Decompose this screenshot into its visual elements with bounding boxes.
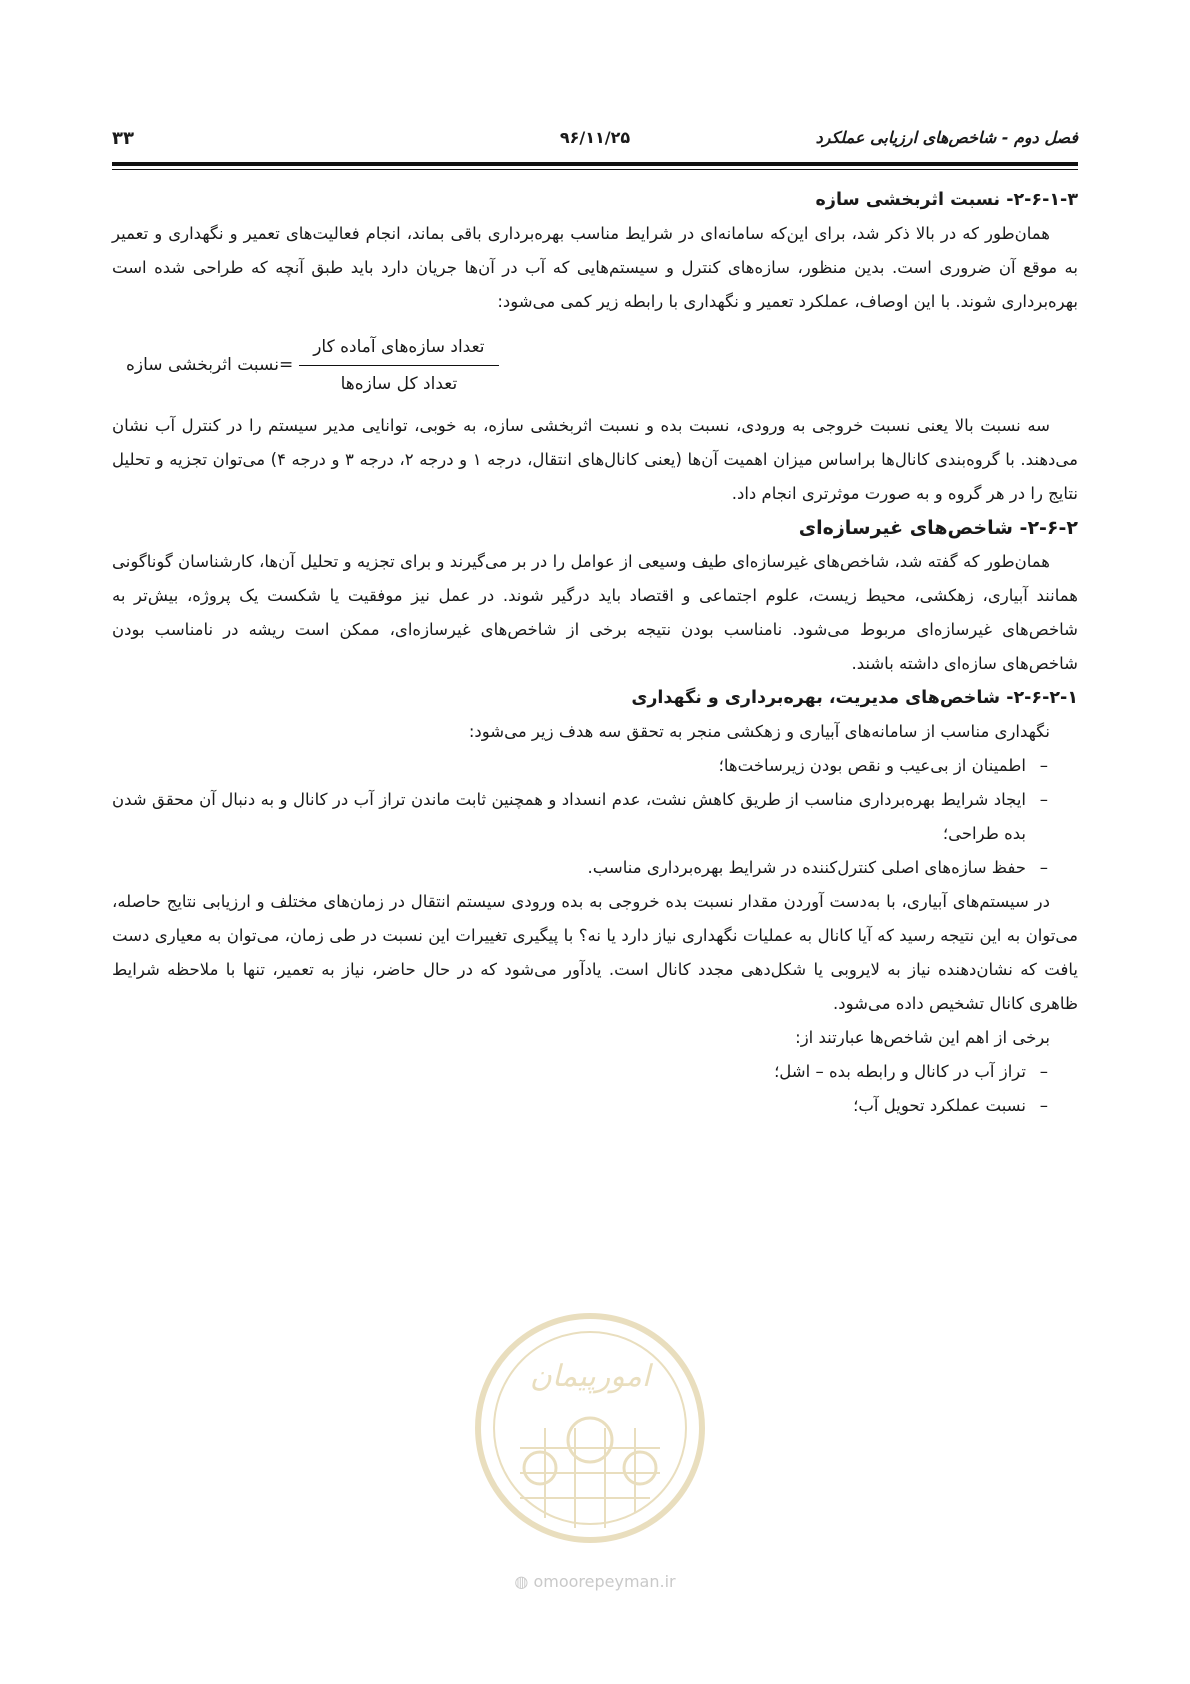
watermark-stamp-icon bbox=[470, 1308, 710, 1548]
header-rule-thin bbox=[112, 169, 1078, 170]
formula-fraction bbox=[299, 333, 498, 398]
section-heading-effectiveness: ۲-۶-۱-۳- نسبت اثربخشی سازه bbox=[815, 190, 1078, 210]
formula-denominator: تعداد کل سازه‌ها bbox=[340, 373, 458, 394]
page-body bbox=[112, 183, 1078, 1123]
section-heading-nonstructural: ۲-۶-۲- شاخص‌های غیرسازه‌ای bbox=[798, 517, 1078, 539]
page-header bbox=[112, 128, 1078, 154]
formula-lhs: نسبت اثربخشی سازه bbox=[126, 355, 279, 375]
list-item: – نسبت عملکرد تحویل آب؛ bbox=[112, 1089, 1048, 1123]
list-item: – اطمینان از بی‌عیب و نقص بودن زیرساخت‌ها؛ bbox=[112, 749, 1048, 783]
header-date: ۹۶/۱۱/۲۵ bbox=[559, 128, 631, 147]
paragraph: همان‌طور که گفته شد، شاخص‌های غیرسازه‌ای طیف وسیعی از عوامل را در بر می‌گیرند و برای تجزیه و تحلیل آن‌ها، کارشناسان گوناگونی همانند آبیاری، زهکشی، محیط زیست، علوم اجتماعی و اقتصاد باید درگیر شوند. در عمل نیز موفقیت یا شکست یک پروژه، بیش‌تر به شاخص‌های غیرسازه‌ای مربوط می‌شود. نامناسب بودن نتیجه برخی از شاخص‌های غیرسازه‌ای، ممکن است ریشه در نامناسب بودن شاخص‌های سازه‌ای داشته باشند. bbox=[112, 552, 1078, 673]
watermark-site: ◍ omoorepeyman.ir bbox=[514, 1572, 676, 1591]
paragraph: سه نسبت بالا یعنی نسبت خروجی به ورودی، نسبت بده و نسبت اثربخشی سازه، به خوبی، توانایی مدیر سیستم را در کنترل آب نشان می‌دهند. با گروه‌بندی کانال‌ها براساس میزان اهمیت آن‌ها (یعنی کانال‌های انتقال، درجه ۱ و درجه ۲، درجه ۳ و درجه ۴) می‌توان تجزیه و تحلیل نتایج را در هر گروه و به صورت موثرتری انجام داد. bbox=[112, 416, 1078, 503]
list-item: – حفظ سازه‌های اصلی کنترل‌کننده در شرایط بهره‌برداری مناسب. bbox=[112, 851, 1048, 885]
stamp-text: امورپیمان bbox=[529, 1359, 651, 1394]
effectiveness-formula bbox=[112, 329, 1078, 401]
section-heading-management: ۲-۶-۲-۱- شاخص‌های مدیریت، بهره‌برداری و نگهداری bbox=[631, 688, 1078, 708]
formula-numerator: تعداد سازه‌های آماده کار bbox=[299, 333, 498, 366]
indicators-list bbox=[112, 1055, 1078, 1123]
site-url: omoorepeyman.ir bbox=[533, 1572, 676, 1591]
paragraph: در سیستم‌های آبیاری، با به‌دست آوردن مقدار نسبت بده خروجی به بده ورودی سیستم انتقال در زمان‌های مختلف و ارزیابی نتایج حاصله، می‌توان به این نتیجه رسید که آیا کانال به عملیات نگهداری نیاز دارد یا نه؟ با پیگیری تغییرات این نسبت در طی زمان، می‌توان به معیاری دست یافت که نشان‌دهنده نیاز به لایروبی یا شکل‌دهی مجدد کانال است. یادآور می‌شود که در حال حاضر، نیاز به تعمیر، تنها با ملاحظه شرایط ظاهری کانال تشخیص داده می‌شود. bbox=[112, 892, 1078, 1013]
paragraph: همان‌طور که در بالا ذکر شد، برای این‌که سامانه‌ای در شرایط مناسب بهره‌برداری باقی بماند، انجام فعالیت‌های تعمیر و نگهداری و تعمیر به موقع آن ضروری است. بدین منظور، سازه‌های کنترل و سیستم‌هایی که آب در آن‌ها جریان دارد باید طبق آنچه که طراحی شده است بهره‌برداری شوند. با این اوصاف، عملکرد تعمیر و نگهداری با رابطه زیر کمی می‌شود: bbox=[112, 224, 1078, 311]
page-number: ۳۳ bbox=[112, 128, 134, 149]
header-rule-thick bbox=[112, 162, 1078, 166]
paragraph: نگهداری مناسب از سامانه‌های آبیاری و زهکشی منجر به تحقق سه هدف زیر می‌شود: bbox=[468, 722, 1050, 741]
goals-list bbox=[112, 749, 1078, 885]
chapter-title: فصل دوم - شاخص‌های ارزیابی عملکرد bbox=[815, 128, 1078, 147]
formula-equals: = bbox=[278, 355, 294, 375]
paragraph: برخی از اهم این شاخص‌ها عبارتند از: bbox=[795, 1028, 1050, 1047]
list-item: – تراز آب در کانال و رابطه بده – اشل؛ bbox=[112, 1055, 1048, 1089]
list-item: – ایجاد شرایط بهره‌برداری مناسب از طریق کاهش نشت، عدم انسداد و همچنین ثابت ماندن تراز آب در کانال و به دنبال آن محقق شدن بده طراحی؛ bbox=[112, 783, 1048, 851]
